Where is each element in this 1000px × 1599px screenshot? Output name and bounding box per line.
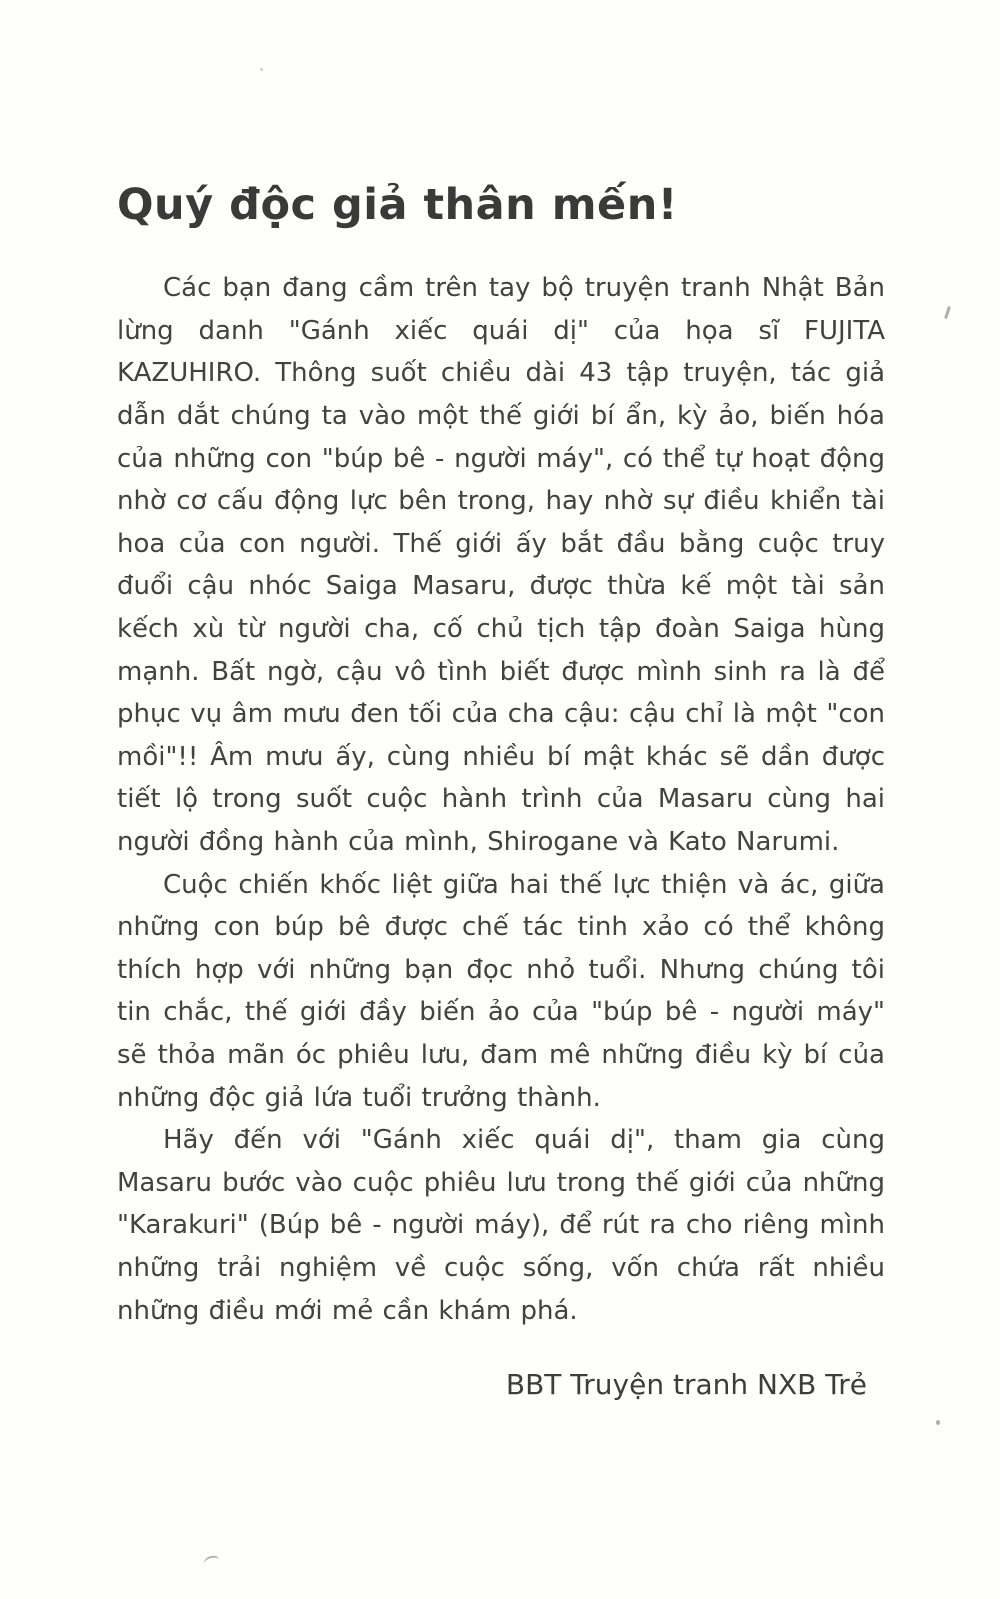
paragraph-invitation: Hãy đến với "Gánh xiếc quái dị", tham gia cùng Masaru bước vào cuộc phiêu lưu trong thế giới của những "Karakuri" (Búp bê - người máy), để rút ra cho riêng mình những trải nghiệm về cuộc sống, vốn chứa rất nhiều những điều mới mẻ cần khám phá. (117, 1125, 885, 1326)
scan-speck (936, 1420, 940, 1425)
page-title: Quý độc giả thân mến! (117, 180, 678, 230)
signature: BBT Truyện tranh NXB Trẻ (505, 1368, 867, 1402)
scan-speck (203, 1555, 220, 1565)
paragraph-audience-note: Cuộc chiến khốc liệt giữa hai thế lực thiện và ác, giữa những con búp bê được chế tác tinh xảo có thể không thích hợp với những bạn đọc nhỏ tuổi. Nhưng chúng tôi tin chắc, thế giới đầy biến ảo của "búp bê - người máy" sẽ thỏa mãn óc phiêu lưu, đam mê những điều kỳ bí của những độc giả lứa tuổi trưởng thành. (117, 869, 885, 1113)
scan-speck (944, 306, 951, 319)
body-paragraphs (117, 267, 885, 1332)
paragraph-intro: Các bạn đang cầm trên tay bộ truyện tranh Nhật Bản lừng danh "Gánh xiếc quái dị" của họa sĩ FUJITA KAZUHIRO. Thông suốt chiều dài 43 tập truyện, tác giả dẫn dắt chúng ta vào một thế giới bí ẩn, kỳ ảo, biến hóa của những con "búp bê - người máy", có thể tự hoạt động nhờ cơ cấu động lực bên trong, hay nhờ sự điều khiển tài hoa của con người. Thế giới ấy bắt đầu bằng cuộc truy đuổi cậu nhóc Saiga Masaru, được thừa kế một tài sản kếch xù từ người cha, cố chủ tịch tập đoàn Saiga hùng mạnh. Bất ngờ, cậu vô tình biết được mình sinh ra là để phục vụ âm mưu đen tối của cha cậu: cậu chỉ là một "con mồi"!! Âm mưu ấy, cùng nhiều bí mật khác sẽ dần được tiết lộ trong suốt cuộc hành trình của Masaru cùng hai người đồng hành của mình, Shirogane và Kato Narumi. (117, 273, 885, 858)
scan-speck (260, 68, 263, 71)
